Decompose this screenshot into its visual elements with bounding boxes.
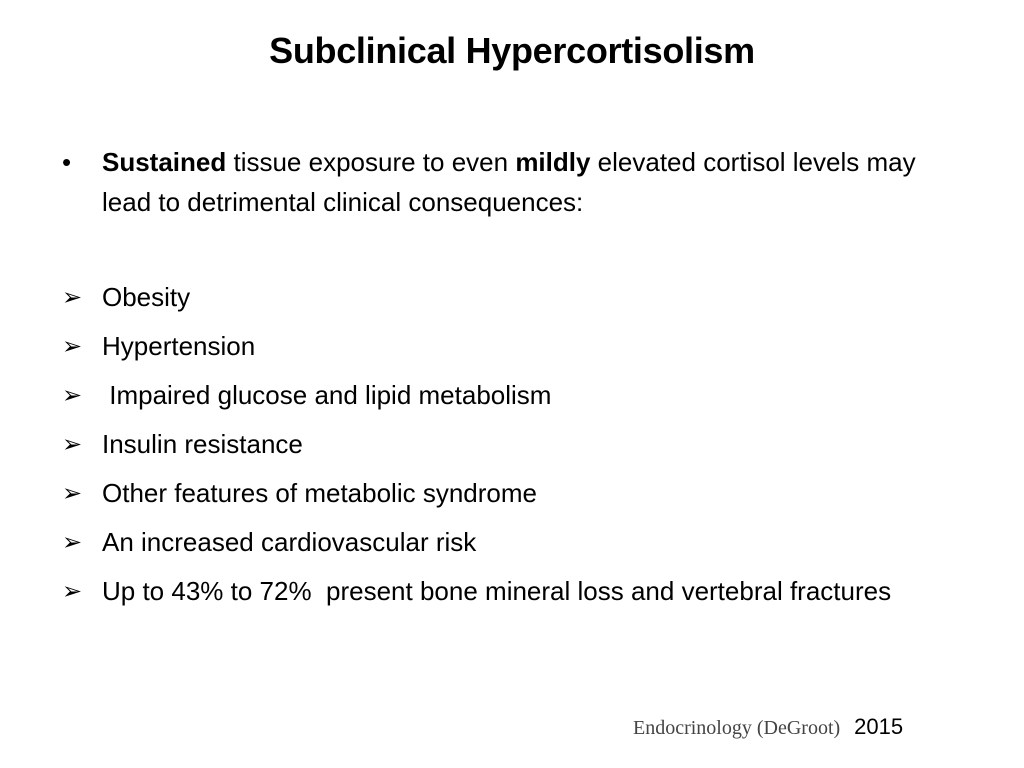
arrow-bullet-icon: ➢ bbox=[62, 480, 83, 507]
slide-title: Subclinical Hypercortisolism bbox=[269, 30, 755, 71]
list-item-text: Hypertension bbox=[102, 331, 256, 361]
list-item-text: Obesity bbox=[102, 282, 191, 312]
intro-emphasis-sustained: Sustained bbox=[102, 147, 227, 177]
list-item-text: Other features of metabolic syndrome bbox=[102, 478, 537, 508]
list-item-insulin-resistance bbox=[62, 425, 962, 463]
arrow-bullet-icon: ➢ bbox=[62, 431, 83, 458]
arrow-bullet-icon: ➢ bbox=[62, 578, 83, 605]
intro-emphasis-mildly: mildly bbox=[515, 147, 591, 177]
list-item-text: Up to 43% to 72% present bone mineral loss and vertebral fractures bbox=[102, 576, 892, 606]
bullet-dot-icon: • bbox=[62, 147, 72, 177]
list-item-glucose-lipid bbox=[62, 376, 962, 414]
list-item-text: Impaired glucose and lipid metabolism bbox=[102, 380, 552, 410]
list-item-obesity bbox=[62, 278, 962, 316]
list-item-cardiovascular-risk bbox=[62, 523, 962, 561]
intro-text-part: elevated cortisol levels may lead to detrimental clinical consequences: bbox=[102, 147, 916, 217]
list-item-bone-loss bbox=[62, 572, 962, 610]
consequence-list bbox=[62, 278, 962, 621]
reference bbox=[633, 710, 903, 744]
intro-text-part: tissue exposure to even bbox=[226, 147, 516, 177]
list-item-hypertension bbox=[62, 327, 962, 365]
arrow-bullet-icon: ➢ bbox=[62, 382, 83, 409]
list-item-text: Insulin resistance bbox=[102, 429, 303, 459]
reference-source: Endocrinology (DeGroot) bbox=[633, 717, 841, 739]
list-item-metabolic-syndrome bbox=[62, 474, 962, 512]
reference-year: 2015 bbox=[854, 714, 904, 739]
arrow-bullet-icon: ➢ bbox=[62, 333, 83, 360]
arrow-bullet-icon: ➢ bbox=[62, 284, 83, 311]
list-item-text: An increased cardiovascular risk bbox=[102, 527, 477, 557]
intro-text bbox=[102, 142, 962, 222]
arrow-bullet-icon: ➢ bbox=[62, 529, 83, 556]
